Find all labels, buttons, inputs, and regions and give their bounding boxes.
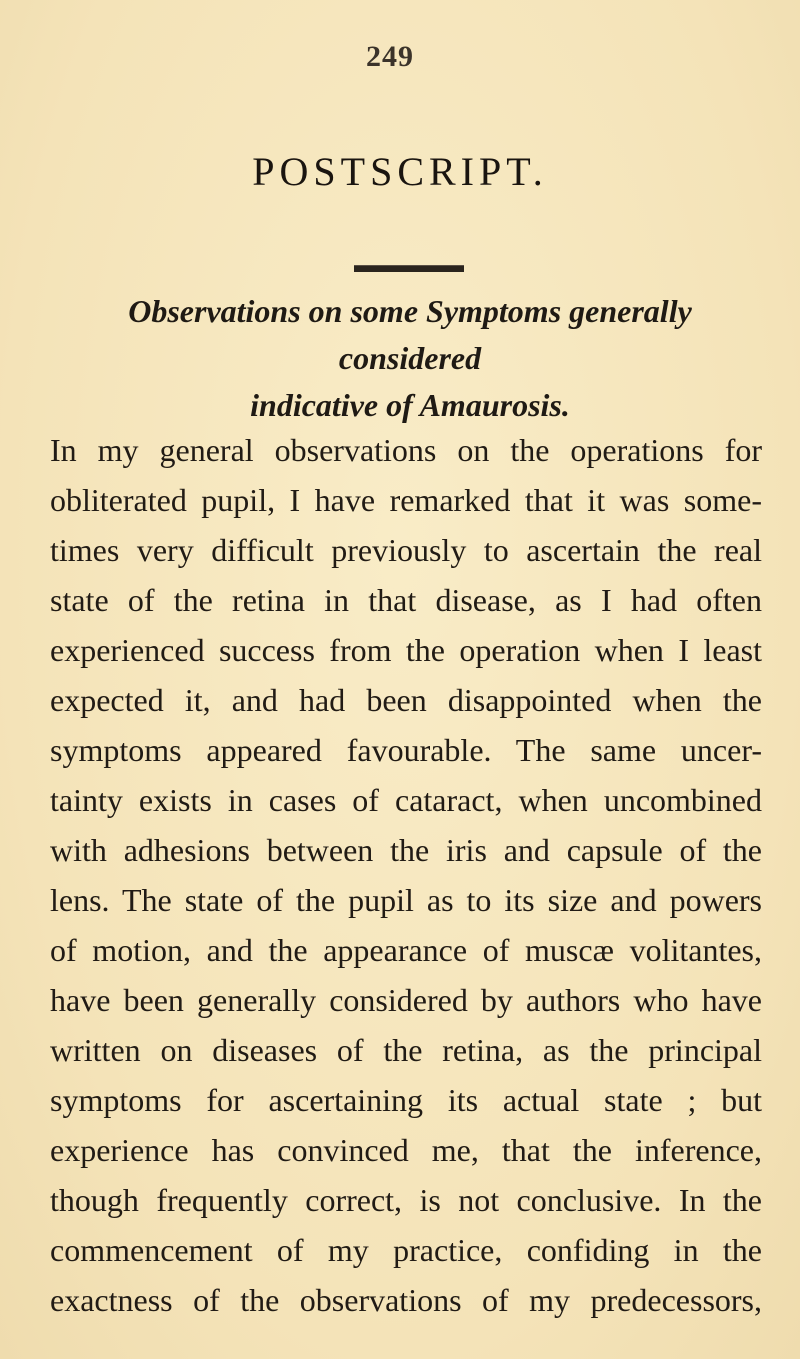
heading-rule [354, 265, 464, 272]
text-line: commencement of my practice, confiding in the [50, 1232, 762, 1268]
text-line: written on diseases of the retina, as the principal [50, 1032, 762, 1068]
text-line: times very difficult previously to ascertain the real [50, 532, 762, 568]
text-line: tainty exists in cases of cataract, when uncombined [50, 782, 762, 818]
text-line: expected it, and had been disappointed when the [50, 682, 762, 718]
text-line: lens. The state of the pupil as to its size and powers [50, 882, 762, 918]
text-line: In my general observations on the operations for [50, 432, 762, 468]
page-number: 249 [366, 40, 414, 73]
subtitle-line: Observations on some Symptoms generally considered [128, 293, 692, 376]
page-heading: POSTSCRIPT. [252, 149, 548, 194]
text-line: experience has convinced me, that the inference, [50, 1132, 762, 1168]
text-line: exactness of the observations of my predecessors, [50, 1282, 762, 1318]
text-line: of motion, and the appearance of muscæ volitantes, [50, 932, 762, 968]
text-line: symptoms for ascertaining its actual state ; but [50, 1082, 762, 1118]
text-line: have been generally considered by authors who have [50, 982, 762, 1018]
section-subtitle [110, 288, 710, 429]
text-line: experienced success from the operation when I least [50, 632, 762, 668]
text-line: state of the retina in that disease, as I had often [50, 582, 762, 618]
body-paragraph [50, 425, 762, 1325]
subtitle-line: indicative of Amaurosis. [250, 387, 570, 423]
text-line: obliterated pupil, I have remarked that it was some- [50, 482, 762, 518]
text-line: with adhesions between the iris and capsule of the [50, 832, 762, 868]
text-line: though frequently correct, is not conclusive. In the [50, 1182, 762, 1218]
text-line: symptoms appeared favourable. The same uncer- [50, 732, 762, 768]
